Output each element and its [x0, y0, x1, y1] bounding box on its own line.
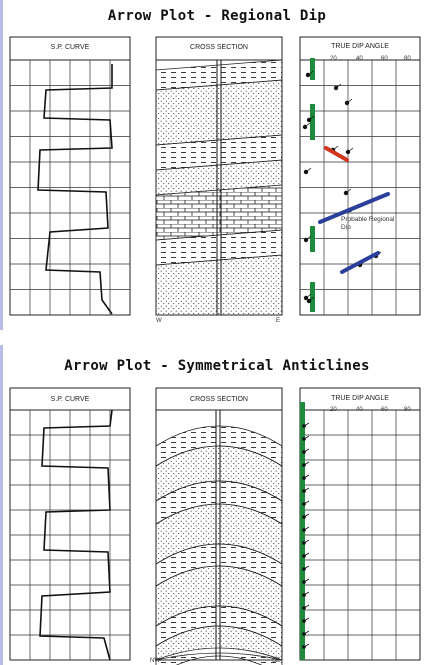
fig2-dip-tick: 80	[404, 407, 411, 413]
fig2-xs-right: SE	[272, 658, 281, 664]
fig2-dip-label: TRUE DIP ANGLE	[331, 395, 389, 402]
fig1-green-bar	[310, 58, 315, 80]
fig1-sp-curve	[38, 64, 112, 314]
fig1-sp-label: S.P. CURVE	[50, 44, 90, 51]
fig1-xs-right: E	[276, 318, 281, 324]
figure1-title: Arrow Plot - Regional Dip	[107, 8, 327, 24]
fig1-green-bar	[310, 226, 315, 252]
fig1-red-trend	[326, 148, 347, 160]
fig2-xs-label: CROSS SECTION	[190, 396, 248, 403]
fig1-xs-left: W	[156, 318, 162, 324]
fig1-annotation: Probable Regional Dip	[341, 216, 395, 231]
fig2-dip-tick: 40	[356, 407, 363, 413]
fig2-dip-tick: 20	[330, 407, 337, 413]
fig1-blue-trend	[342, 253, 378, 272]
fig1-dip-tick: 80	[404, 56, 411, 62]
fig1-dip-label: TRUE DIP ANGLE	[331, 43, 389, 50]
fig1-dip-panel-frame	[300, 37, 420, 315]
fig1-green-bar	[310, 282, 315, 312]
fig2-dip-tick: 60	[381, 407, 388, 413]
figure2-title: Arrow Plot - Symmetrical Anticlines	[64, 358, 370, 374]
fig2-sp-label: S.P. CURVE	[50, 396, 90, 403]
fig1-green-bar	[310, 104, 315, 140]
fig2-dip-panel-frame	[300, 388, 420, 660]
fig1-xs-layer	[156, 255, 282, 315]
fig2-xs-left: NW	[150, 658, 160, 664]
fig1-dip-tick: 20	[330, 56, 337, 62]
fig1-xs-label: CROSS SECTION	[190, 44, 248, 51]
fig1-dip-tick: 60	[381, 56, 388, 62]
fig1-dip-tick: 40	[356, 56, 363, 62]
fig1-xs-layer	[156, 80, 282, 145]
